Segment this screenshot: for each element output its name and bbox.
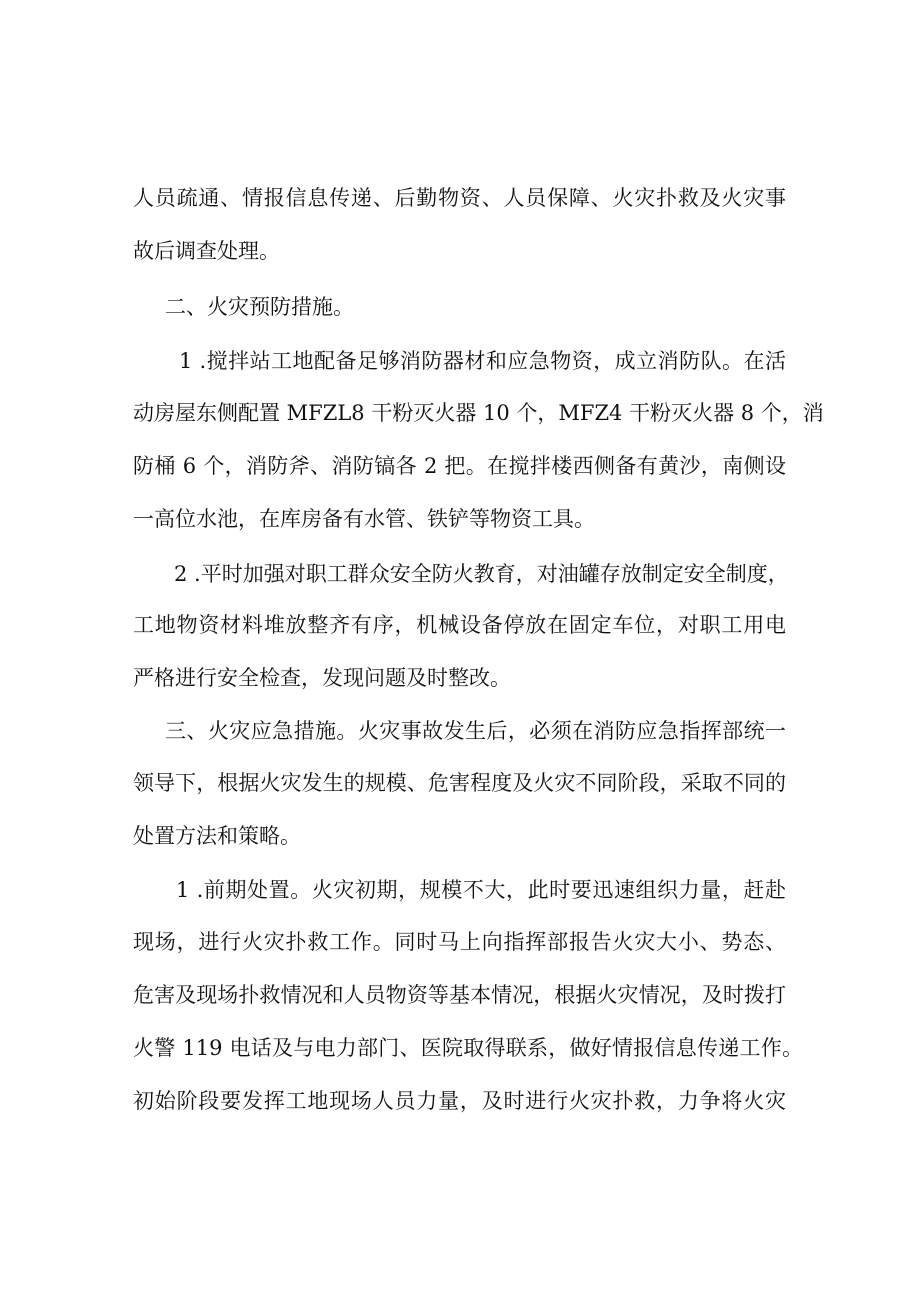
text-line-1: 人员疏通、情报信息传递、后勤物资、人员保障、火灾扑救及火灾事	[133, 186, 786, 210]
text-line-9: 工地物资材料堆放整齐有序，机械设备停放在固定车位，对职工用电	[133, 613, 786, 637]
section-heading-prevention: 二、火灾预防措施。	[165, 295, 354, 319]
text-line-15: 现场，进行火灾扑救工作。同时马上向指挥部报告火灾大小、势态、	[133, 930, 786, 954]
text-line-8: 2 .平时加强对职工群众安全防火教育，对油罐存放制定安全制度，	[174, 562, 789, 586]
text-line-2: 故后调查处理。	[133, 239, 280, 263]
text-line-18: 初始阶段要发挥工地现场人员力量，及时进行火灾扑救，力争将火灾	[133, 1089, 786, 1113]
text-line-5: 动房屋东侧配置 MFZL8 干粉灭火器 10 个，MFZ4 干粉灭火器 8 个，消	[133, 401, 824, 425]
text-line-6: 防桶 6 个，消防斧、消防镐各 2 把。在搅拌楼西侧备有黄沙，南侧设	[133, 454, 786, 478]
text-line-17: 火警 119 电话及与电力部门、医院取得联系，做好情报信息传递工作。	[133, 1036, 803, 1060]
text-line-13: 处置方法和策略。	[133, 824, 301, 848]
text-line-10: 严格进行安全检查，发现问题及时整改。	[133, 666, 511, 690]
text-line-16: 危害及现场扑救情况和人员物资等基本情况，根据火灾情况，及时拨打	[133, 983, 786, 1007]
text-line-4: 1 .搅拌站工地配备足够消防器材和应急物资，成立消防队。在活	[179, 349, 786, 373]
text-line-7: 一高位水池，在库房备有水管、铁铲等物资工具。	[133, 507, 595, 531]
text-line-14: 1 .前期处置。火灾初期，规模不大，此时要迅速组织力量，赶赴	[176, 878, 786, 902]
text-line-12: 领导下，根据火灾发生的规模、危害程度及火灾不同阶段，采取不同的	[133, 771, 786, 795]
section-heading-emergency: 三、火灾应急措施。火灾事故发生后，必须在消防应急指挥部统一	[165, 719, 786, 743]
